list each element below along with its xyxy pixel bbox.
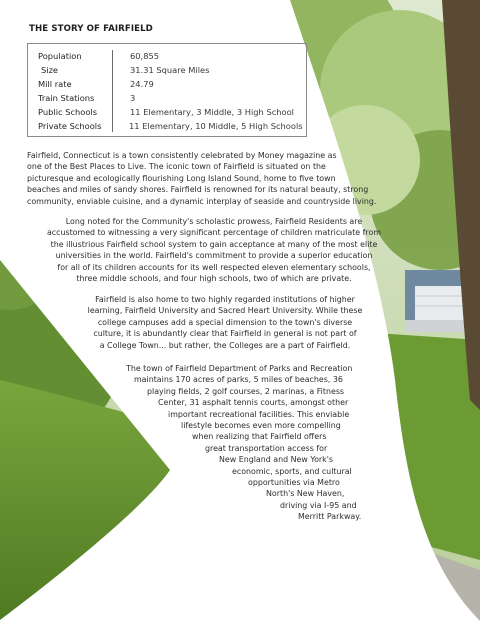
paragraph-line: learning, Fairfield University and Sacred Heart University. While these — [87, 306, 363, 316]
stats-row-mill-rate — [28, 79, 308, 93]
paragraph-line: accustomed to witnessing a very significant percentage of children matriculate from — [46, 228, 382, 238]
paragraph-line: when realizing that Fairfield offers — [192, 432, 327, 442]
paragraph-line: beaches and miles of sandy shores. Fairfield is renowned for its natural beauty, strong — [27, 185, 369, 195]
stats-row-size — [28, 65, 308, 79]
stats-value: 11 Elementary, 3 Middle, 3 High School — [130, 107, 294, 117]
stats-value: 60,855 — [130, 51, 160, 61]
paragraph-line: culture, it is abundantly clear that Fairfield in general is not part of — [93, 329, 357, 339]
stats-row-train-stations — [28, 93, 308, 107]
paragraph-line: important recreational facilities. This enviable — [168, 409, 350, 419]
stats-label: Mill rate — [38, 79, 72, 89]
paragraph-line: The town of Fairfield Department of Parks and Recreation — [126, 364, 353, 373]
paragraph-line: playing fields, 2 golf courses, 2 marinas, a Fitness — [147, 386, 345, 396]
stats-value: 11 Elementary, 10 Middle, 5 High Schools — [129, 121, 303, 131]
paragraph-line: great transportation access for — [205, 443, 328, 453]
stats-value: 3 — [130, 93, 136, 103]
paragraph-intro — [27, 150, 376, 207]
page-title: THE STORY OF FAIRFIELD — [29, 24, 153, 34]
stats-table — [27, 43, 307, 137]
stats-label: Private Schools — [38, 121, 102, 131]
paragraph-line: Center, 31 asphalt tennis courts, amongst other — [158, 398, 349, 408]
stats-row-population — [28, 51, 308, 65]
paragraph-line: the illustrious Fairfield school system to gain acceptance at many of the most elite — [50, 239, 378, 249]
paragraph-line: Long noted for the Community's scholastic prowess, Fairfield Residents are — [65, 217, 363, 226]
paragraph-line: North's New Haven, — [266, 489, 345, 499]
stats-label: Size — [41, 65, 59, 75]
paragraph-line: Fairfield is also home to two highly regarded institutions of higher — [95, 295, 355, 304]
paragraph-line: a College Town... but rather, the Colleges are a part of Fairfield. — [99, 340, 351, 350]
stats-value: 24.79 — [130, 79, 154, 89]
paragraph-line: New England and New York's — [219, 455, 334, 465]
stats-value: 31.31 Square Miles — [130, 65, 210, 75]
paragraph-line: Fairfield, Connecticut is a town consistently celebrated by Money magazine as — [27, 151, 337, 160]
paragraph-recreation — [0, 363, 400, 523]
stats-row-public-schools — [28, 107, 308, 121]
paragraph-universities — [60, 294, 390, 351]
paragraph-line: driving via I-95 and — [280, 500, 357, 510]
paragraph-line: opportunities via Metro — [248, 478, 340, 488]
stats-label: Train Stations — [38, 93, 95, 103]
paragraph-schools — [18, 216, 410, 284]
paragraph-line: college campuses add a special dimension to the town's diverse — [97, 317, 353, 327]
paragraph-line: economic, sports, and cultural — [232, 466, 352, 476]
paragraph-line: three middle schools, and four high schools, two of which are private. — [76, 274, 352, 284]
paragraph-line: lifestyle becomes even more compelling — [181, 421, 341, 431]
paragraph-line: community, enviable cuisine, and a dynamic interplay of seaside and countryside living. — [27, 196, 377, 206]
paragraph-line: Merritt Parkway. — [298, 512, 362, 522]
paragraph-line: universities in the world. Fairfield's commitment to provide a superior education — [55, 251, 373, 261]
paragraph-line: picturesque and ecologically flourishing Long Island Sound, home to five town — [27, 173, 336, 183]
paragraph-line: for all of its children accounts for its well respected eleven elementary schools, — [57, 262, 371, 272]
stats-label: Population — [38, 51, 82, 61]
stats-row-private-schools — [28, 121, 308, 135]
stats-label: Public Schools — [38, 107, 98, 117]
paragraph-line: one of the Best Places to Live. The iconic town of Fairfield is situated on the — [27, 162, 326, 172]
paragraph-line: maintains 170 acres of parks, 5 miles of beaches, 36 — [134, 375, 343, 385]
